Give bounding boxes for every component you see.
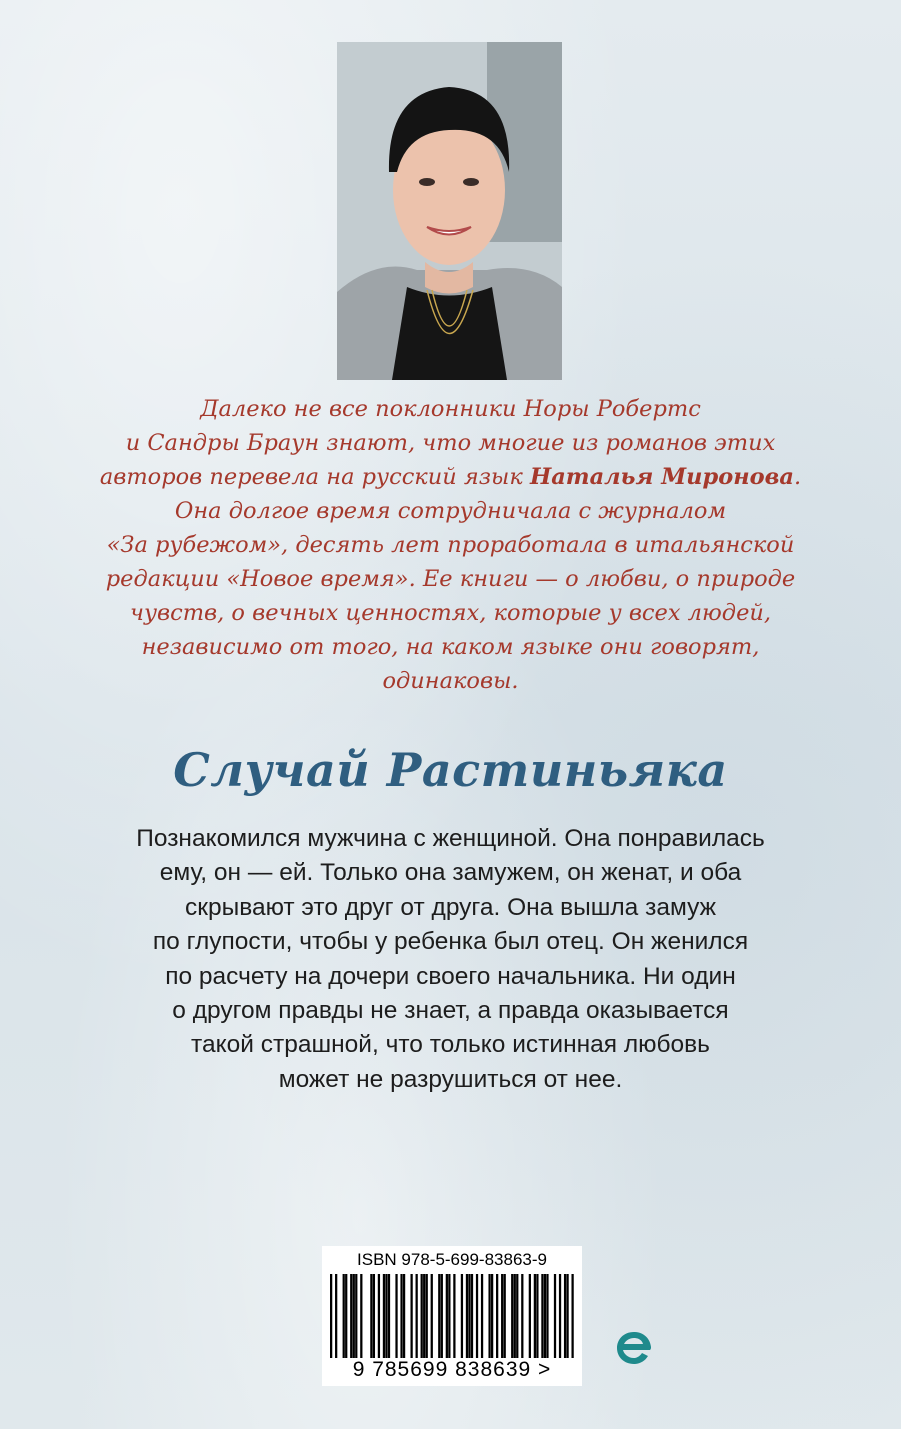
barcode-bar: [534, 1274, 536, 1358]
author-name: Наталья Миронова: [529, 464, 794, 490]
isbn-label: ISBN 978-5-699-83863-9: [357, 1250, 547, 1269]
barcode-bar: [441, 1274, 443, 1358]
barcode-bar: [345, 1274, 347, 1358]
barcode-bar: [353, 1274, 355, 1358]
barcode-bar: [529, 1274, 531, 1358]
barcode-bar: [400, 1274, 402, 1358]
barcode-bar: [504, 1274, 506, 1358]
isbn-barcode: [322, 1246, 582, 1386]
barcode-bar: [571, 1274, 573, 1358]
barcode-bar: [431, 1274, 433, 1358]
barcode-bar: [335, 1274, 337, 1358]
bio-line: чувств, о вечных ценностях, которые у всех людей,: [129, 600, 772, 626]
barcode-bar: [388, 1274, 390, 1358]
barcode-bar: [438, 1274, 440, 1358]
barcode-bar: [564, 1274, 566, 1358]
barcode-bar: [453, 1274, 455, 1358]
description-line: о другом правды не знает, а правда оказывается: [172, 997, 729, 1025]
barcode-bar: [536, 1274, 538, 1358]
barcode-bar: [355, 1274, 357, 1358]
barcode-bar: [559, 1274, 561, 1358]
description-line: ему, он — ей. Только она замужем, он женат, и оба: [159, 859, 742, 887]
book-title: Случай Растиньяка: [173, 743, 728, 797]
barcode-bar: [421, 1274, 423, 1358]
barcode-bar: [448, 1274, 450, 1358]
bio-line: «За рубежом», десять лет проработала в итальянской: [106, 532, 795, 558]
barcode-bar: [446, 1274, 448, 1358]
barcode-bar: [566, 1274, 568, 1358]
barcode-bar: [410, 1274, 412, 1358]
barcode-bar: [350, 1274, 352, 1358]
barcode-bar: [481, 1274, 483, 1358]
book-description: [70, 822, 831, 1097]
barcode-bar: [541, 1274, 543, 1358]
barcode-bar: [471, 1274, 473, 1358]
barcode-bar: [514, 1274, 516, 1358]
barcode-bar: [544, 1274, 546, 1358]
description-line: по глупости, чтобы у ребенка был отец. Он женился: [152, 928, 749, 956]
description-line: Познакомился мужчина с женщиной. Она понравилась: [136, 825, 765, 852]
barcode-bar: [554, 1274, 556, 1358]
description-line: может не разрушиться от нее.: [278, 1065, 623, 1093]
barcode-bar: [501, 1274, 503, 1358]
barcode-bar: [516, 1274, 518, 1358]
barcode-bars: [330, 1274, 574, 1358]
bio-line: авторов перевела на русский язык: [99, 464, 523, 490]
bio-line: редакции «Новое время». Ее книги — о любви, о природе: [105, 566, 796, 592]
barcode-bar: [383, 1274, 385, 1358]
barcode-bar: [385, 1274, 387, 1358]
bio-line: Далеко не все поклонники Норы Робертс: [200, 396, 701, 422]
barcode-bar: [426, 1274, 428, 1358]
barcode-bar: [378, 1274, 380, 1358]
barcode-bar: [403, 1274, 405, 1358]
barcode-bar: [330, 1274, 332, 1358]
barcode-bar: [491, 1274, 493, 1358]
barcode-bar: [395, 1274, 397, 1358]
barcode-bar: [370, 1274, 372, 1358]
eksmo-logo-icon: [612, 1326, 656, 1370]
bio-line: и Сандры Браун знают, что многие из романов этих: [125, 430, 776, 456]
barcode-bar: [360, 1274, 362, 1358]
author-photo: [337, 42, 562, 380]
bio-line: Она долгое время сотрудничала с журналом: [174, 498, 727, 524]
barcode-bar: [416, 1274, 418, 1358]
author-bio: [60, 392, 841, 698]
description-line: скрывают это друг от друга. Она вышла замуж: [185, 893, 716, 921]
barcode-bar: [343, 1274, 345, 1358]
barcode-bar: [423, 1274, 425, 1358]
barcode-bar: [468, 1274, 470, 1358]
barcode-bar: [546, 1274, 548, 1358]
barcode-digits: 9 785699 838639 >: [352, 1358, 552, 1381]
description-line: такой страшной, что только истинная любовь: [191, 1031, 710, 1059]
barcode-bar: [466, 1274, 468, 1358]
barcode-bar: [476, 1274, 478, 1358]
bio-punct: .: [794, 464, 802, 490]
barcode-bar: [521, 1274, 523, 1358]
barcode-bar: [488, 1274, 490, 1358]
bio-line: одинаковы.: [382, 668, 519, 694]
barcode-bar: [511, 1274, 513, 1358]
bio-line: независимо от того, на каком языке они говорят,: [141, 634, 760, 660]
barcode-bar: [373, 1274, 375, 1358]
barcode-bar: [461, 1274, 463, 1358]
barcode-bar: [496, 1274, 498, 1358]
description-line: по расчету на дочери своего начальника. Ни один: [165, 962, 736, 990]
